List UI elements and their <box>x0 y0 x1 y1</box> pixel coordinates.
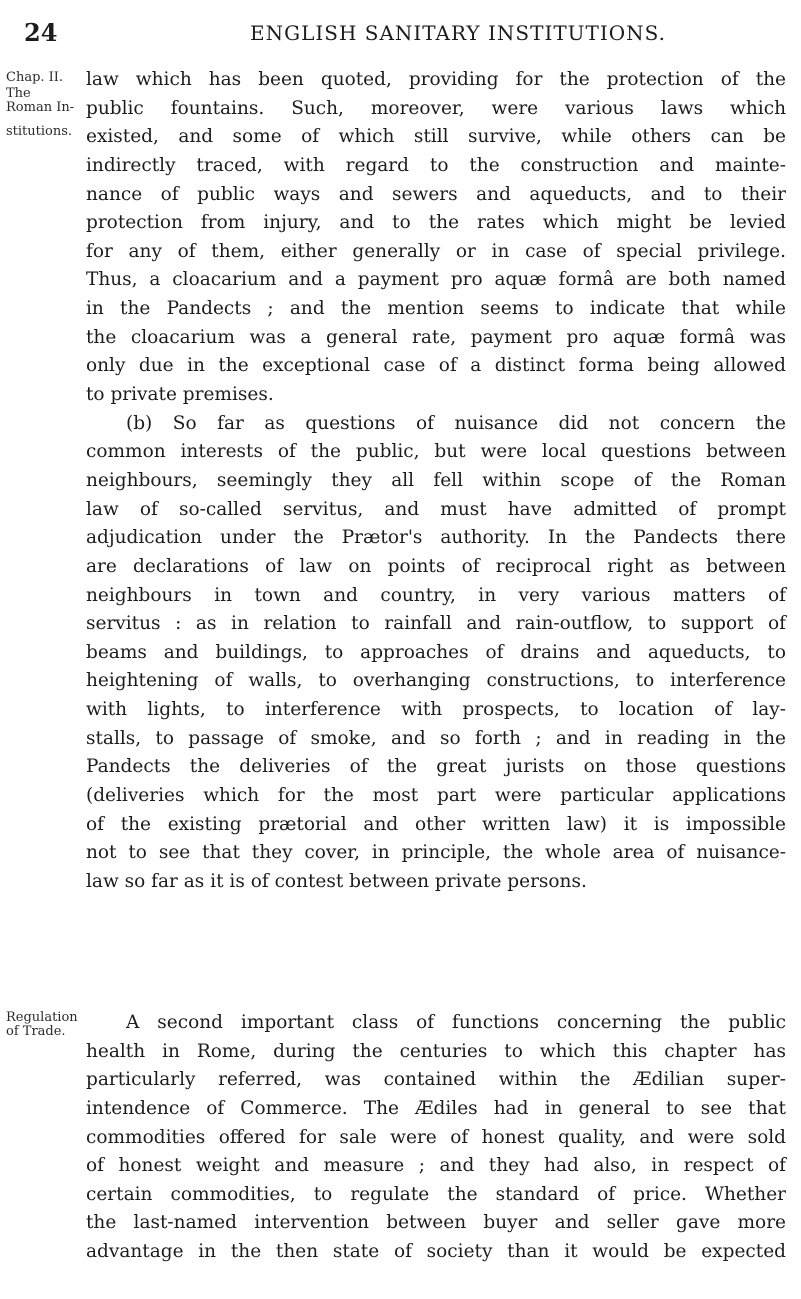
text-line: intendence of Commerce. The Ædiles had in general to see that <box>86 1097 786 1119</box>
text-line: to private premises. <box>86 384 274 406</box>
text-line: stalls, to passage of smoke, and so forth ; and in reading in the <box>86 727 786 749</box>
text-line: commodities offered for sale were of honest quality, and were sold <box>86 1126 786 1148</box>
text-line: law of so-called servitus, and must have admitted of prompt <box>86 498 786 520</box>
text-line: the last-named intervention between buyer and seller gave more <box>86 1212 786 1234</box>
margin-note-roman-2: Roman In- <box>6 100 75 115</box>
text-line: only due in the exceptional case of a distinct forma being allowed <box>86 355 786 377</box>
margin-note-chapter: Chap. II. <box>6 70 64 85</box>
text-line: certain commodities, to regulate the standard of price. Whether <box>86 1183 786 1205</box>
text-line: protection from injury, and to the rates which might be levied <box>86 212 786 234</box>
margin-note-regulation-1: Regulation <box>6 1010 78 1025</box>
paragraph-public-works <box>86 66 786 897</box>
text-line: law so far as it is of contest between private persons. <box>86 870 587 892</box>
text-line: law which has been quoted, providing for the protection of the <box>86 69 786 90</box>
margin-note-roman-3: stitutions. <box>6 124 73 139</box>
running-head: ENGLISH SANITARY INSTITUTIONS. <box>250 21 667 45</box>
text-line: Thus, a cloacarium and a payment pro aquæ formâ are both named <box>86 269 786 291</box>
text-line: with lights, to interference with prospects, to location of lay- <box>86 699 786 721</box>
text-line: nance of public ways and sewers and aqueducts, and to their <box>86 183 786 205</box>
text-line: public fountains. Such, moreover, were various laws which <box>86 97 786 119</box>
text-line: of the existing prætorial and other written law) it is impossible <box>86 813 786 835</box>
text-line: (b) So far as questions of nuisance did not concern the <box>126 412 786 434</box>
page-number: 24 <box>24 18 58 47</box>
text-line: (deliveries which for the most part were particular applications <box>86 785 786 807</box>
text-line: in the Pandects ; and the mention seems to indicate that while <box>86 298 786 320</box>
margin-note-regulation-2: of Trade. <box>6 1024 66 1039</box>
text-line: heightening of walls, to overhanging constructions, to interference <box>86 670 786 692</box>
text-line: indirectly traced, with regard to the construction and mainte- <box>86 154 786 176</box>
text-line: neighbours in town and country, in very various matters of <box>86 584 786 606</box>
text-line: are declarations of law on points of reciprocal right as between <box>86 555 786 577</box>
text-line: of honest weight and measure ; and they had also, in respect of <box>86 1155 786 1177</box>
text-line: existed, and some of which still survive, while others can be <box>86 126 786 148</box>
margin-note-roman-1: The <box>6 86 31 101</box>
text-line: common interests of the public, but were local questions between <box>86 441 786 463</box>
paragraph-regulation-of-trade <box>86 1009 786 1267</box>
text-line: the cloacarium was a general rate, payment pro aquæ formâ was <box>86 326 786 348</box>
text-line: A second important class of functions concerning the public <box>126 1012 786 1033</box>
text-line: for any of them, either generally or in case of special privilege. <box>86 240 786 262</box>
text-line: adjudication under the Prætor's authority. In the Pandects there <box>86 527 786 549</box>
text-line: not to see that they cover, in principle, the whole area of nuisance- <box>86 842 786 864</box>
text-line: beams and buildings, to approaches of drains and aqueducts, to <box>86 641 786 663</box>
text-line: Pandects the deliveries of the great jurists on those questions <box>86 756 786 778</box>
text-line: health in Rome, during the centuries to which this chapter has <box>86 1040 786 1062</box>
page-header <box>0 18 801 48</box>
text-line: advantage in the then state of society than it would be expected <box>86 1241 786 1263</box>
text-line: particularly referred, was contained within the Ædilian super- <box>86 1069 786 1091</box>
text-line: neighbours, seemingly they all fell within scope of the Roman <box>86 469 786 491</box>
text-line: servitus : as in relation to rainfall and rain-outflow, to support of <box>86 613 786 635</box>
